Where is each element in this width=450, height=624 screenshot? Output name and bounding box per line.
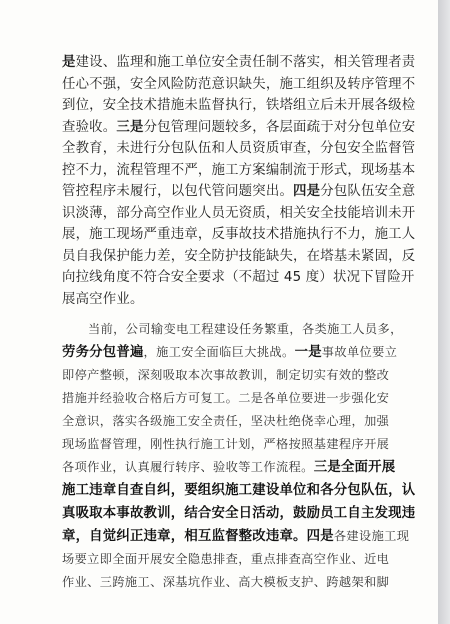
page-edge [438,0,450,624]
text-line [62,341,422,364]
text-run: 各项作业，认真履行转序、验收等工作流程。 [62,460,314,474]
text-line [62,117,422,139]
bold-text: 四是 [306,529,334,544]
text-line [62,74,422,96]
bold-text: 一是 [294,345,322,360]
text-run: 查验收。 [62,119,117,135]
text-line [62,318,422,341]
text-line [62,95,422,117]
bold-text: 三是 [116,119,144,135]
text-run: 识淡薄，部分高空作业人员无资质，相关安全技能培训未开 [62,205,416,221]
text-line [62,433,422,456]
text-line [62,138,422,160]
bold-text: 章，自觉纠正违章，相互监督整改违章。 [62,529,307,544]
text-line [62,289,422,311]
text-line [62,456,422,479]
text-run: 展高空作业。 [62,291,144,307]
paragraph-2 [62,318,422,594]
text-line [62,548,422,571]
text-run: 措施并经验收合格后方可复工。二是各单位要进一步强化安 [62,391,390,405]
text-run: 各建设施工现 [333,529,410,543]
bold-text: 四是 [293,184,321,199]
bold-text: 真吸取本事故教训，结合安全日活动，鼓励员工自主发现违 [62,506,416,521]
paragraph-1 [62,52,422,310]
text-line [62,410,422,433]
text-line [62,52,422,74]
text-line [62,502,422,525]
text-run: 事故单位要立 [321,345,398,359]
text-line [62,479,422,502]
bold-text: 是 [62,55,76,70]
text-run: 建设、监理和施工单位安全责任制不落实，相关管理者责 [75,55,416,70]
text-run: 任心不强，安全风险防范意识缺失，施工组织及转序管理不 [62,76,416,92]
text-run: 现场监督管理，刚性执行施工计划，严格按照基建程序开展 [62,437,390,451]
text-run: 展，施工现场严重违章，反事故技术措施执行不力，施工人 [62,227,416,242]
text-line [62,364,422,387]
text-run: ，施工安全面临巨大挑战。 [143,345,295,359]
text-line [62,160,422,182]
text-line [62,525,422,548]
text-line [62,203,422,225]
text-line [62,571,422,594]
bold-text: 全面开展 [340,460,396,475]
text-run: 即停产整顿，深刻吸取本次事故教训，制定切实有效的整改 [62,368,390,382]
text-line [62,224,422,246]
text-run: 管控程序未履行，以包代管问题突出。 [62,184,294,199]
text-run: 全教育，未进行分包队伍和人员资质审查，分包安全监督管 [62,141,416,156]
text-line [62,387,422,410]
text-run: 作业、三跨施工、深基坑作业、高大模板支护、跨越架和脚 [62,575,390,589]
text-run: 场要立即全面开展安全隐患排查，重点排查高空作业、近电 [62,552,390,566]
bold-text: 劳务分包普遍 [62,345,144,360]
text-line [62,246,422,268]
text-run: 员自我保护能力差，安全防护技能缺失，在塔基未紧固，反 [62,248,416,264]
text-run: 控不力，流程管理不严，施工方案编制流于形式，现场基本 [62,162,416,178]
text-run: 向拉线角度不符合安全要求（不超过 45 度）状况下冒险开 [62,270,415,285]
text-run: 全意识，落实各级施工安全责任，坚决杜绝侥幸心理，加强 [62,414,390,428]
text-run: 到位，安全技术措施未监督执行，铁塔组立后未开展各级检 [62,98,416,113]
text-line [62,181,422,203]
text-line [62,267,422,289]
bold-text: 施工违章自查自纠，要组织施工建设单位和各分包队伍，认 [62,483,416,498]
text-run: 当前，公司输变电工程建设任务繁重，各类施工人员多， [88,322,403,336]
text-run: 分包队伍安全意 [320,184,416,199]
bold-text: 三是 [313,460,341,475]
text-run: 分包管理问题较多，各层面疏于对分包单位安 [143,119,416,135]
